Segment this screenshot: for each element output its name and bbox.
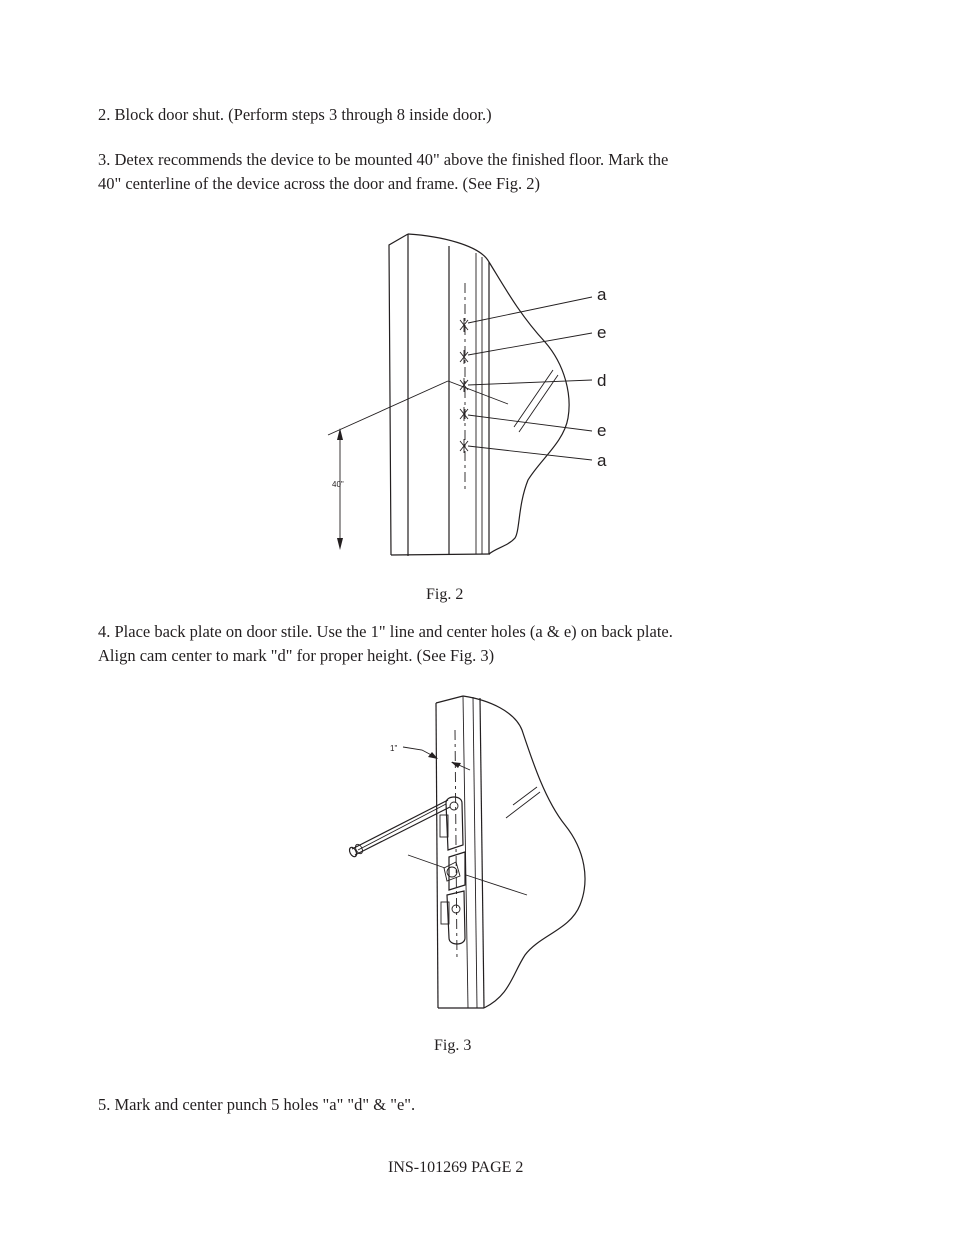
step-4-text-line-2: Align cam center to mark "d" for proper height. (See Fig. 3) (98, 646, 495, 665)
page-footer: INS-101269 PAGE 2 (388, 1159, 524, 1176)
label-e-bottom: e (597, 421, 607, 440)
step-4-text-line-1: 4. Place back plate on door stile. Use the 1" line and center holes (a & e) on back plate. (98, 622, 673, 641)
figure-3-caption: Fig. 3 (434, 1037, 472, 1054)
break-lines-fig3 (506, 787, 540, 818)
back-plate (440, 797, 465, 944)
screwdriver (348, 800, 450, 858)
stile-outline (436, 696, 585, 1008)
step-2-text: 2. Block door shut. (Perform steps 3 through 8 inside door.) (98, 105, 492, 124)
dimension-40-label: 40" (332, 480, 344, 489)
figure-2-caption: Fig. 2 (426, 586, 464, 603)
label-d: d (597, 371, 607, 390)
step-3-text-line-2: 40" centerline of the device across the door and frame. (See Fig. 2) (98, 174, 540, 193)
label-a-top: a (597, 285, 607, 304)
label-e-top: e (597, 323, 607, 342)
label-a-bottom: a (597, 451, 607, 470)
step-3-text-line-1: 3. Detex recommends the device to be mounted 40" above the finished floor. Mark the (98, 150, 669, 169)
cam-center-leaders (408, 855, 527, 895)
step-5-text: 5. Mark and center punch 5 holes "a" "d" & "e". (98, 1095, 416, 1114)
dimension-1-label: 1" (390, 744, 398, 753)
